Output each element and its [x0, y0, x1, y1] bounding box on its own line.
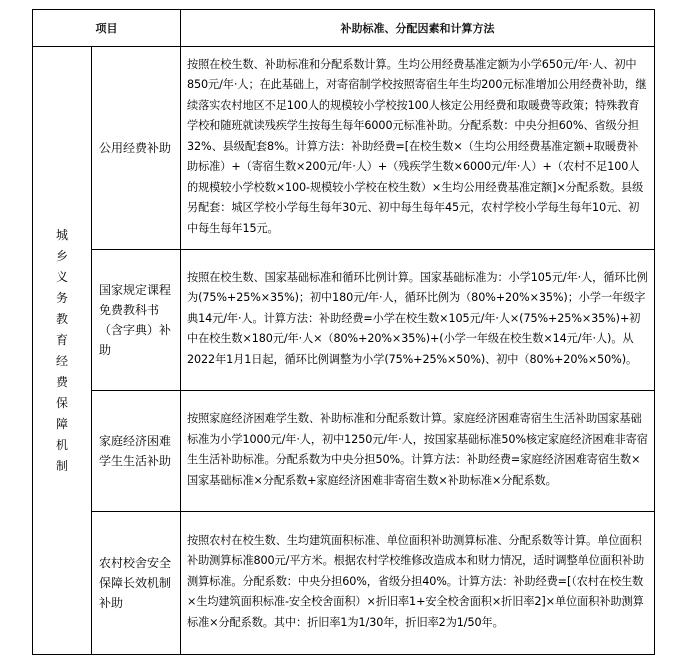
- category-label: 城乡义务教育经费保障机制: [55, 227, 68, 473]
- header-item: 项目: [33, 10, 181, 47]
- content-cell: 按照家庭经济困难学生数、补助标准和分配系数计算。家庭经济困难寄宿生生活补助国家基础标准为小学1000元/年·人，初中1250元/年·人，按国家基础标准50%核定家庭经济困难非寄宿生生活补助标准。分配系数为中央分担50%。计算方法：补助经费=家庭经济困难寄宿生数×国家基础标准×分配系数+家庭经济困难非寄宿生数×补助标准×分配系数。: [181, 391, 655, 512]
- content-cell: 按照在校生数、补助标准和分配系数计算。生均公用经费基准定额为小学650元/年·人、初中850元/年·人；在此基础上，对寄宿制学校按照寄宿生年生均200元标准增加公用经费补助，继续落实农村地区不足100人的规模较小学校按100人核定公用经费和取暖费等政策；特殊教育学校和随班就读残疾学生按每生每年6000元标准补助。分配系数：中央分担60%、省级分担32%、县级配套8%。计算方法：补助经费=[在校生数×（生均公用经费基准定额+取暖费补助标准）+（寄宿生数×200元/年·人）+（残疾学生数×6000元/年·人）+（农村不足100人的规模较小学校数×100-规模较小学校在校生数）×生均公用经费基准定额]×分配系数。县级另配套：城区学校小学每生每年30元、初中每生每年45元，农村学校小学每生每年10元、初中每生每年15元。: [181, 47, 655, 250]
- subitem-cell: 家庭经济困难学生生活补助: [92, 391, 181, 512]
- header-method: 补助标准、分配因素和计算方法: [181, 10, 655, 47]
- subsidy-table: [32, 9, 655, 655]
- content-cell: 按照农村在校生数、生均建筑面积标准、单位面积补助测算标准、分配系数等计算。单位面积补助测算标准800元/平方米。根据农村学校维修改造成本和财力情况，适时调整单位面积补助测算标准。分配系数：中央分担60%，省级分担40%。计算方法：补助经费=[（农村在校生数×生均建筑面积标准-安全校舍面积）×折旧率1+安全校舍面积×折旧率2]×单位面积补助测算标准×分配系数。其中：折旧率1为1/30年，折旧率2为1/50年。: [181, 512, 655, 655]
- table-row: [33, 512, 655, 655]
- subitem-cell: 公用经费补助: [92, 47, 181, 250]
- subitem-cell: 国家规定课程免费教科书（含字典）补助: [92, 250, 181, 391]
- category-cell: [33, 47, 92, 655]
- subitem-cell: 农村校舍安全保障长效机制补助: [92, 512, 181, 655]
- header-row: [33, 10, 655, 47]
- table-row: [33, 391, 655, 512]
- content-cell: 按照在校生数、国家基础标准和循环比例计算。国家基础标准为：小学105元/年·人，循环比例为(75%+25%×35%)；初中180元/年·人，循环比例为（80%+20%×35%)；小学一年级字典14元/年·人。计算方法：补助经费=小学在校生数×105元/年·人×(75%+25%×35%)+初中在校生数×180元/年·人×（80%+20%×35%)+(小学一年级在校生数×14元/年·人)。从2022年1月1日起，循环比例调整为小学(75%+25%×50%)、初中（80%+20%×50%)。: [181, 250, 655, 391]
- table-row: [33, 47, 655, 250]
- table-row: [33, 250, 655, 391]
